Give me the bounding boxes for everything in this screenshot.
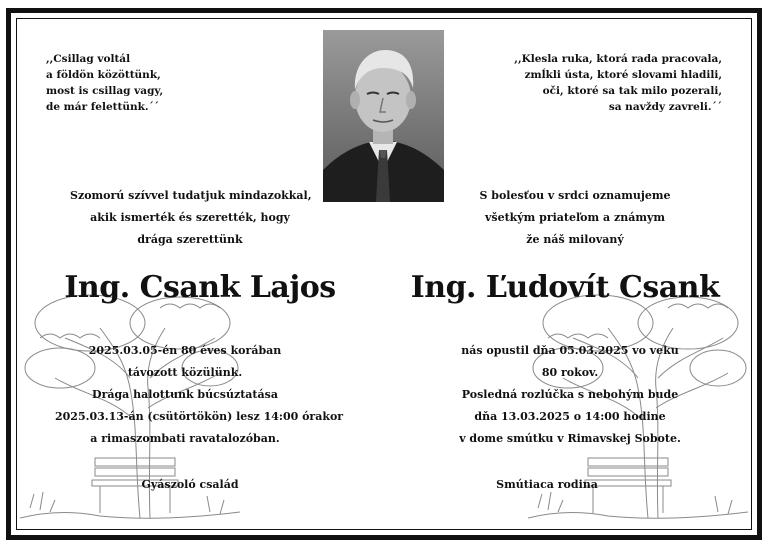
details-hu-line: Drága halottunk búcsúztatása <box>92 388 278 401</box>
details-sk-line: dňa 13.03.2025 o 14:00 hodine <box>474 410 666 423</box>
intro-hu-line: drága szerettünk <box>137 233 243 246</box>
intro-sk-line: S bolesťou v srdci oznamujeme <box>479 189 671 202</box>
details-sk-line: 80 rokov. <box>541 366 599 379</box>
mourning-family-hungarian: Gyászoló család <box>141 478 239 491</box>
quote-hu-line: ,,Csillag voltál <box>46 53 131 65</box>
quote-hu-line: a földön közöttünk, <box>46 69 161 81</box>
details-hu-line: a rimaszombati ravatalozóban. <box>90 432 280 445</box>
intro-hu-line: akik ismerték és szerették, hogy <box>90 211 290 224</box>
intro-sk-line: všetkým priateľom a známym <box>484 211 665 224</box>
deceased-name-hungarian: Ing. Csank Lajos <box>64 270 336 305</box>
mourning-family-slovak: Smútiaca rodina <box>496 478 598 491</box>
quote-sk-line: zmĺkli ústa, ktoré slovami hladili, <box>524 69 722 81</box>
details-slovak <box>445 340 695 450</box>
quote-hu-line: de már felettünk.´´ <box>46 101 160 113</box>
deceased-name-slovak: Ing. Ľudovít Csank <box>410 270 720 305</box>
details-sk-line: nás opustil dňa 05.03.2025 vo veku <box>461 344 679 357</box>
details-hu-line: 2025.03.05-én 80 éves korában <box>88 344 282 357</box>
details-sk-line: v dome smútku v Rimavskej Sobote. <box>459 432 681 445</box>
quote-sk-line: sa navždy zavreli.´´ <box>608 101 722 113</box>
intro-hungarian <box>70 185 310 251</box>
quote-sk-line: ,,Klesla ruka, ktorá rada pracovala, <box>514 53 722 65</box>
intro-hu-line: Szomorú szívvel tudatjuk mindazokkal, <box>70 189 312 202</box>
intro-slovak <box>455 185 695 251</box>
quote-sk-line: oči, ktoré sa tak milo pozerali, <box>542 85 722 97</box>
details-hungarian <box>55 340 344 450</box>
portrait-photo <box>323 30 444 202</box>
quote-hu-line: most is csillag vagy, <box>46 85 164 97</box>
intro-sk-line: že náš milovaný <box>526 233 624 246</box>
quote-slovak <box>514 51 722 115</box>
details-hu-line: távozott közülünk. <box>127 366 243 379</box>
details-sk-line: Posledná rozlúčka s nebohým bude <box>461 388 679 401</box>
portrait-image <box>323 30 444 202</box>
quote-hungarian <box>46 51 163 115</box>
details-hu-line: 2025.03.13-án (csütörtökön) lesz 14:00 órakor <box>55 410 344 423</box>
